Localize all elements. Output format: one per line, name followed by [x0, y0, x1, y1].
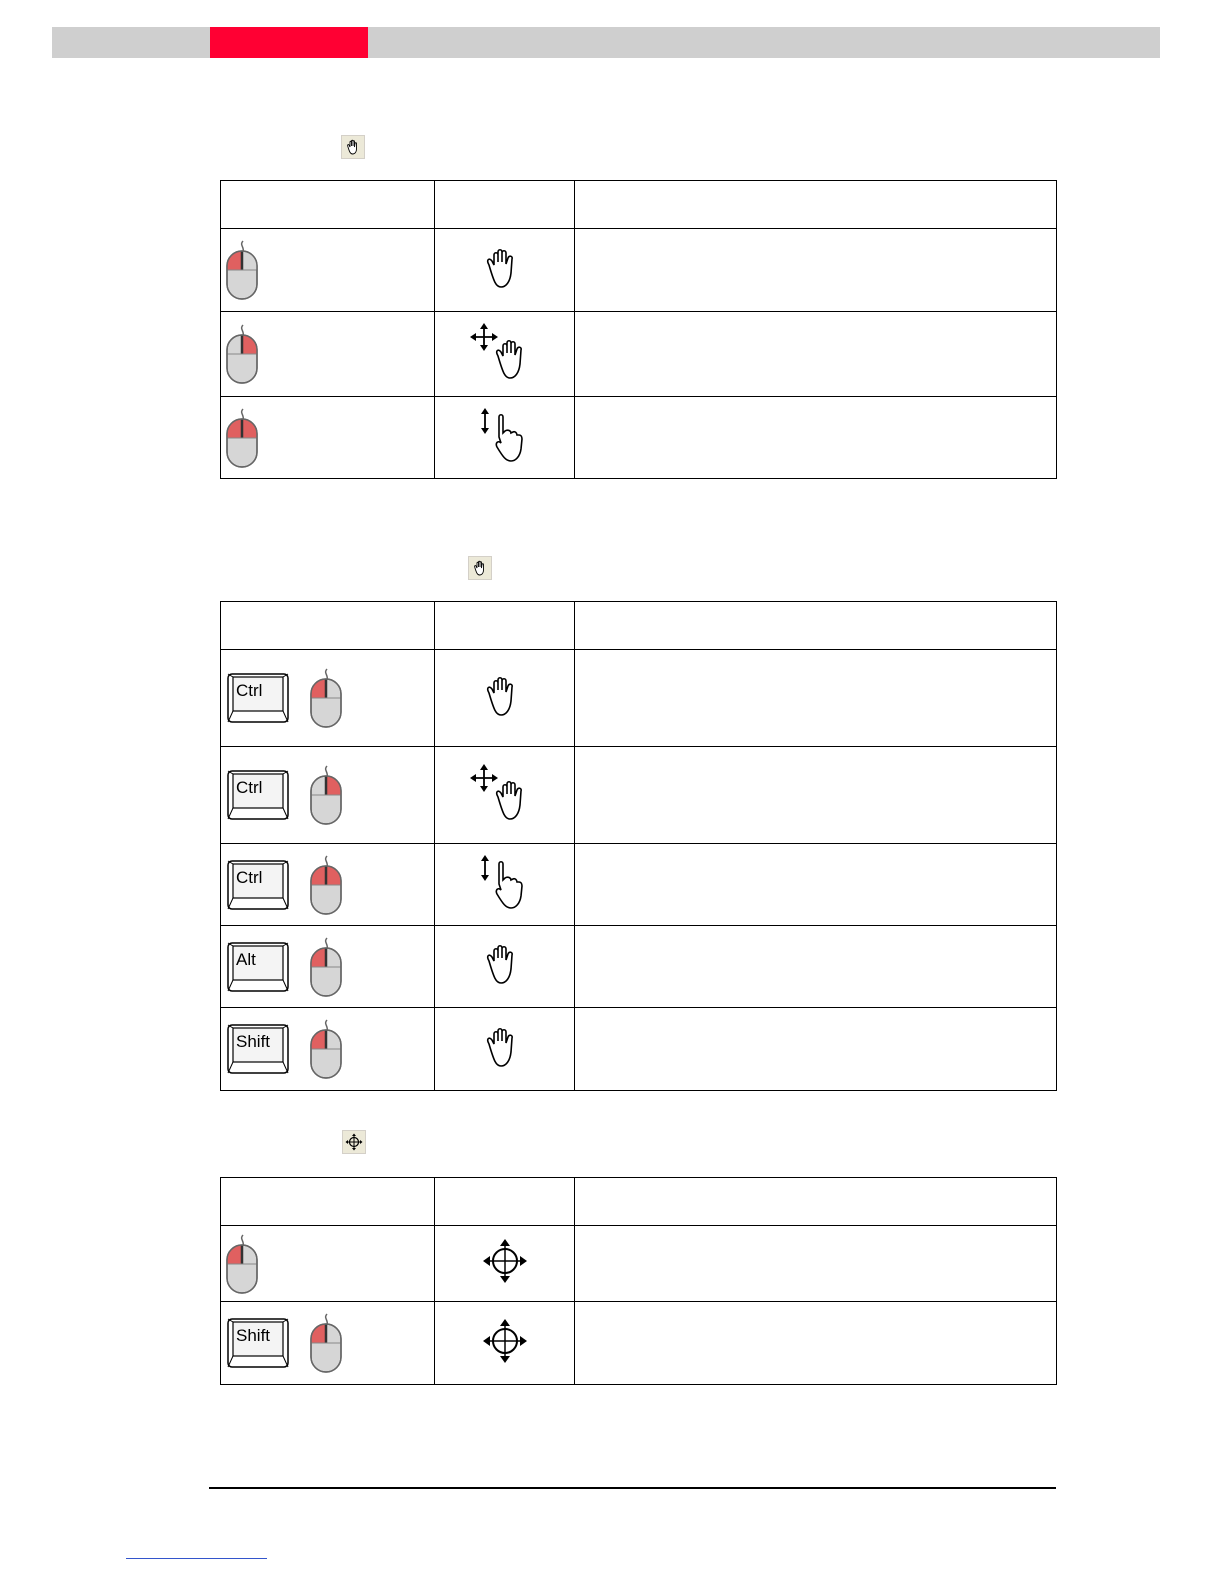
table-row: [221, 397, 1057, 479]
mouse-both-buttons-icon: [225, 407, 259, 469]
ctrl-key: [227, 770, 289, 820]
grab-hand-icon: [480, 243, 530, 293]
mouse-right-button-icon: [225, 323, 259, 385]
move-hand-icon: [470, 322, 540, 382]
table-row: [221, 926, 1057, 1008]
zoom-pointer-icon: [475, 407, 535, 463]
shift-key: [227, 1318, 289, 1368]
table-row: [221, 650, 1057, 747]
mouse-left-button-icon: [309, 667, 343, 729]
ctrl-key-label: Ctrl: [236, 778, 263, 797]
crosshair-tool-icon: [342, 1130, 366, 1154]
hand-tool-table: [220, 180, 1057, 479]
footer-link-underline[interactable]: [126, 1558, 267, 1559]
table-header-row: [221, 181, 1057, 229]
zoom-pointer-icon: [475, 854, 535, 910]
table-row: [221, 844, 1057, 926]
crosshair-tool-table: [220, 1177, 1057, 1385]
ctrl-key: [227, 860, 289, 910]
shift-key-label: Shift: [236, 1326, 271, 1345]
crosshair-move-icon: [482, 1318, 528, 1364]
ctrl-key-label: Ctrl: [236, 867, 263, 887]
ctrl-key-label: Ctrl: [236, 681, 263, 700]
footer-rule: [209, 1487, 1056, 1489]
table-row: [221, 229, 1057, 312]
hand-tool-modifier-table: [220, 601, 1057, 1091]
crosshair-move-icon: [482, 1238, 528, 1284]
hand-tool-icon: [341, 135, 365, 159]
grab-hand-icon: [480, 1022, 530, 1072]
shift-key: [227, 1024, 289, 1074]
move-hand-icon: [470, 763, 540, 823]
ctrl-key: [227, 673, 289, 723]
mouse-left-button-icon: [309, 1018, 343, 1080]
hand-tool-icon: [468, 556, 492, 580]
table-header-row: [221, 602, 1057, 650]
mouse-left-button-icon: [225, 1233, 259, 1295]
alt-key: [227, 942, 289, 992]
table-row: [221, 1008, 1057, 1091]
header-accent: [210, 27, 368, 58]
mouse-right-button-icon: [309, 764, 343, 826]
table-header-row: [221, 1178, 1057, 1226]
table-row: [221, 747, 1057, 844]
grab-hand-icon: [480, 671, 530, 721]
mouse-both-buttons-icon: [309, 854, 343, 916]
table-row: [221, 1226, 1057, 1302]
table-row: [221, 1302, 1057, 1385]
grab-hand-icon: [480, 939, 530, 989]
shift-key-label: Shift: [236, 1032, 271, 1051]
mouse-left-button-icon: [309, 1312, 343, 1374]
table-row: [221, 312, 1057, 397]
header-bar: [52, 27, 1160, 58]
mouse-left-button-icon: [309, 936, 343, 998]
mouse-left-button-icon: [225, 239, 259, 301]
alt-key-label: Alt: [236, 949, 256, 969]
